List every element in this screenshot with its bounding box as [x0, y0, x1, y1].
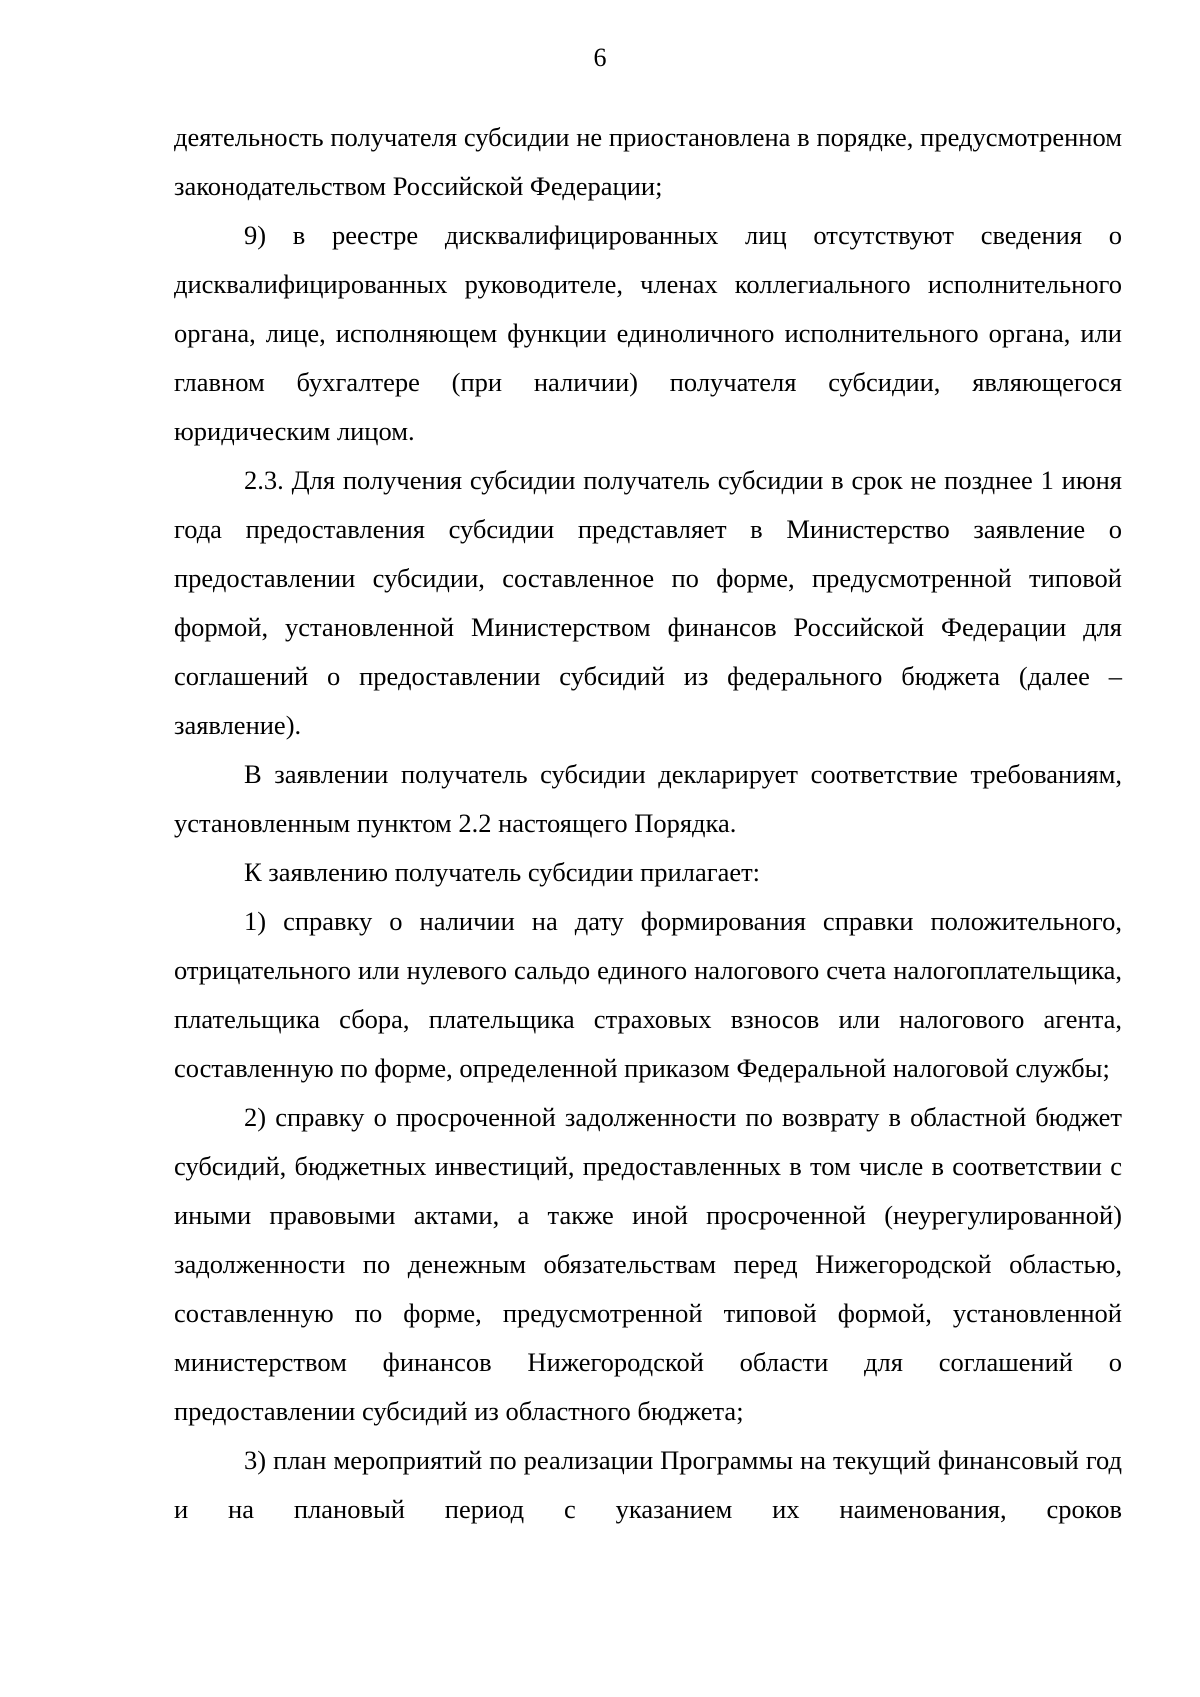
paragraph-item-1: 1) справку о наличии на дату формирования справки положительного, отрицательного или нулевого сальдо единого налогового счета налогоплательщика, плательщика сбора, плательщика страховых взносов или налогового агента, составленную по форме, определенной приказом Федеральной налоговой службы;	[174, 906, 1122, 1083]
paragraph-item-3: 3) план мероприятий по реализации Программы на текущий финансовый год и на плановый период с указанием их наименования, сроков	[174, 1445, 1122, 1524]
page-number: 6	[593, 43, 607, 72]
paragraph-item-2: 2) справку о просроченной задолженности по возврату в областной бюджет субсидий, бюджетных инвестиций, предоставленных в том числе в соответствии с иными правовыми актами, а также иной просроченной (неурегулированной) задолженности по денежным обязательствам перед Нижегородской областью, составленную по форме, предусмотренной типовой формой, установленной министерством финансов Нижегородской области для соглашений о предоставлении субсидий из областного бюджета;	[174, 1102, 1122, 1426]
paragraph-continuation: деятельность получателя субсидии не приостановлена в порядке, предусмотренном законодательством Российской Федерации;	[174, 122, 1122, 201]
paragraph-item-9: 9) в реестре дисквалифицированных лиц отсутствуют сведения о дисквалифицированных руководителе, членах коллегиального исполнительного органа, лице, исполняющем функции единоличного исполнительного органа, или главном бухгалтере (при наличии) получателя субсидии, являющегося юридическим лицом.	[174, 220, 1122, 446]
paragraph-declaration: В заявлении получатель субсидии декларирует соответствие требованиям, установленным пунктом 2.2 настоящего Порядка.	[174, 759, 1122, 838]
paragraph-attachments-intro: К заявлению получатель субсидии прилагает:	[244, 857, 761, 887]
paragraph-section-2-3: 2.3. Для получения субсидии получатель субсидии в срок не позднее 1 июня года предоставления субсидии представляет в Министерство заявление о предоставлении субсидии, составленное по форме, предусмотренной типовой формой, установленной Министерством финансов Российской Федерации для соглашений о предоставлении субсидий из федерального бюджета (далее – заявление).	[174, 465, 1122, 740]
document-body	[174, 113, 1122, 1534]
